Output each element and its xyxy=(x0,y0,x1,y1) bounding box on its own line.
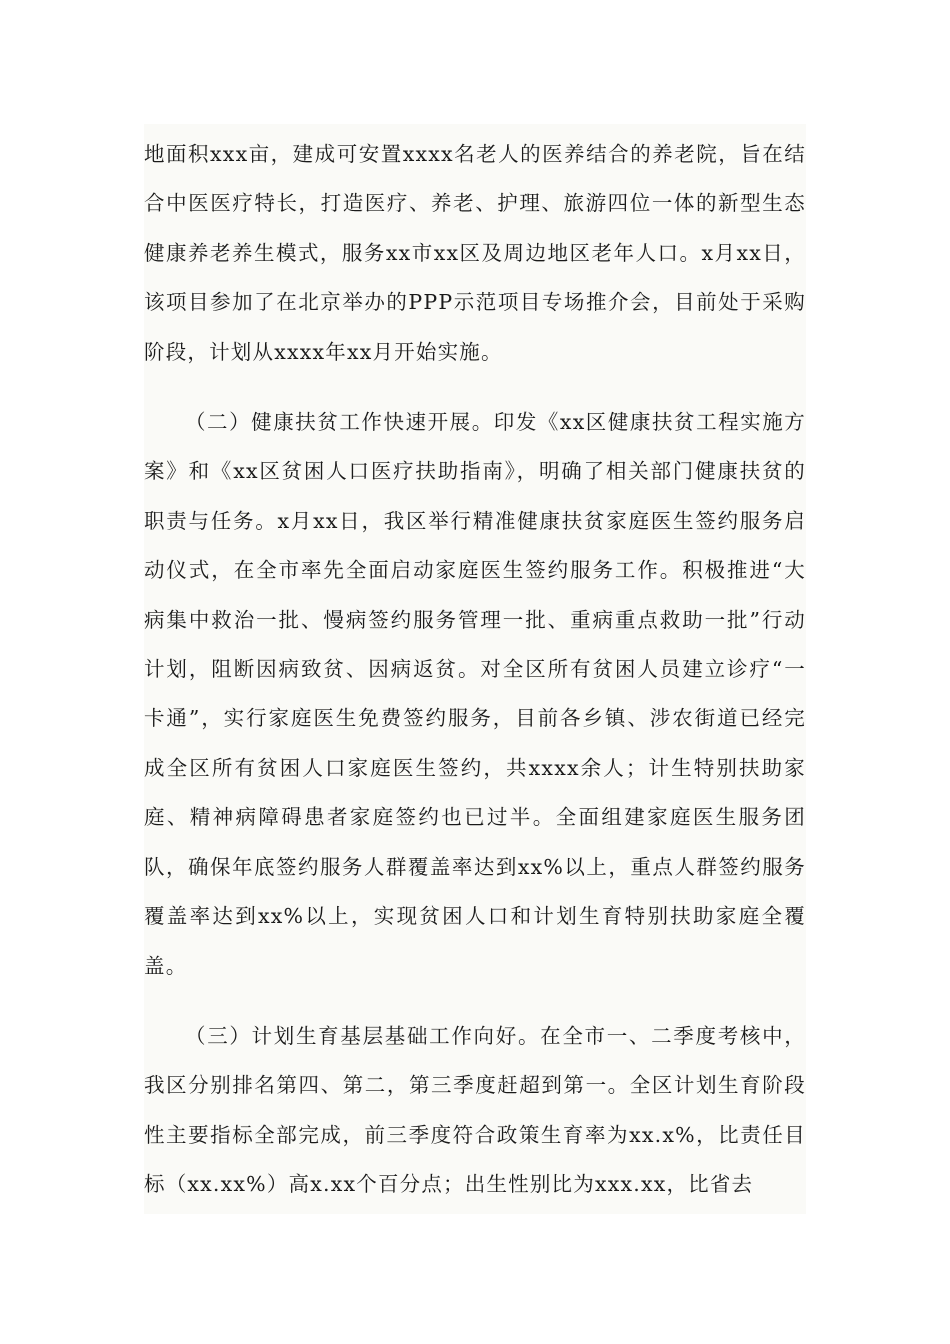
paragraph-spacer xyxy=(144,377,806,398)
document-body xyxy=(144,130,806,1210)
paragraph-family-planning: （三）计划生育基层基础工作向好。在全市一、二季度考核中，我区分别排名第四、第二，第三季度赶超到第一。全区计划生育阶段性主要指标全部完成，前三季度符合政策生育率为xx.x%，比责任目标（xx.xx%）高x.xx个百分点；出生性别比为xxx.xx，比省去 xyxy=(144,1023,806,1197)
paragraph-project-intro: 地面积xxx亩，建成可安置xxxx名老人的医养结合的养老院，旨在结合中医医疗特长，打造医疗、养老、护理、旅游四位一体的新型生态健康养老养生模式，服务xx市xx区及周边地区老年人口。x月xx日，该项目参加了在北京举办的PPP示范项目专场推介会，目前处于采购阶段，计划从xxxx年xx月开始实施。 xyxy=(144,142,806,364)
paragraph-health-poverty: （二）健康扶贫工作快速开展。印发《xx区健康扶贫工程实施方案》和《xx区贫困人口医疗扶助指南》，明确了相关部门健康扶贫的职责与任务。x月xx日，我区举行精准健康扶贫家庭医生签约服务启动仪式，在全市率先全面启动家庭医生签约服务工作。积极推进“大病集中救治一批、慢病签约服务管理一批、重病重点救助一批”行动计划，阻断因病致贫、因病返贫。对全区所有贫困人员建立诊疗“一卡通”，实行家庭医生免费签约服务，目前各乡镇、涉农街道已经完成全区所有贫困人口家庭医生签约，共xxxx余人；计生特别扶助家庭、精神病障碍患者家庭签约也已过半。全面组建家庭医生服务团队，确保年底签约服务人群覆盖率达到xx%以上，重点人群签约服务覆盖率达到xx%以上，实现贫困人口和计划生育特别扶助家庭全覆盖。 xyxy=(144,410,806,978)
paragraph-spacer xyxy=(144,991,806,1012)
